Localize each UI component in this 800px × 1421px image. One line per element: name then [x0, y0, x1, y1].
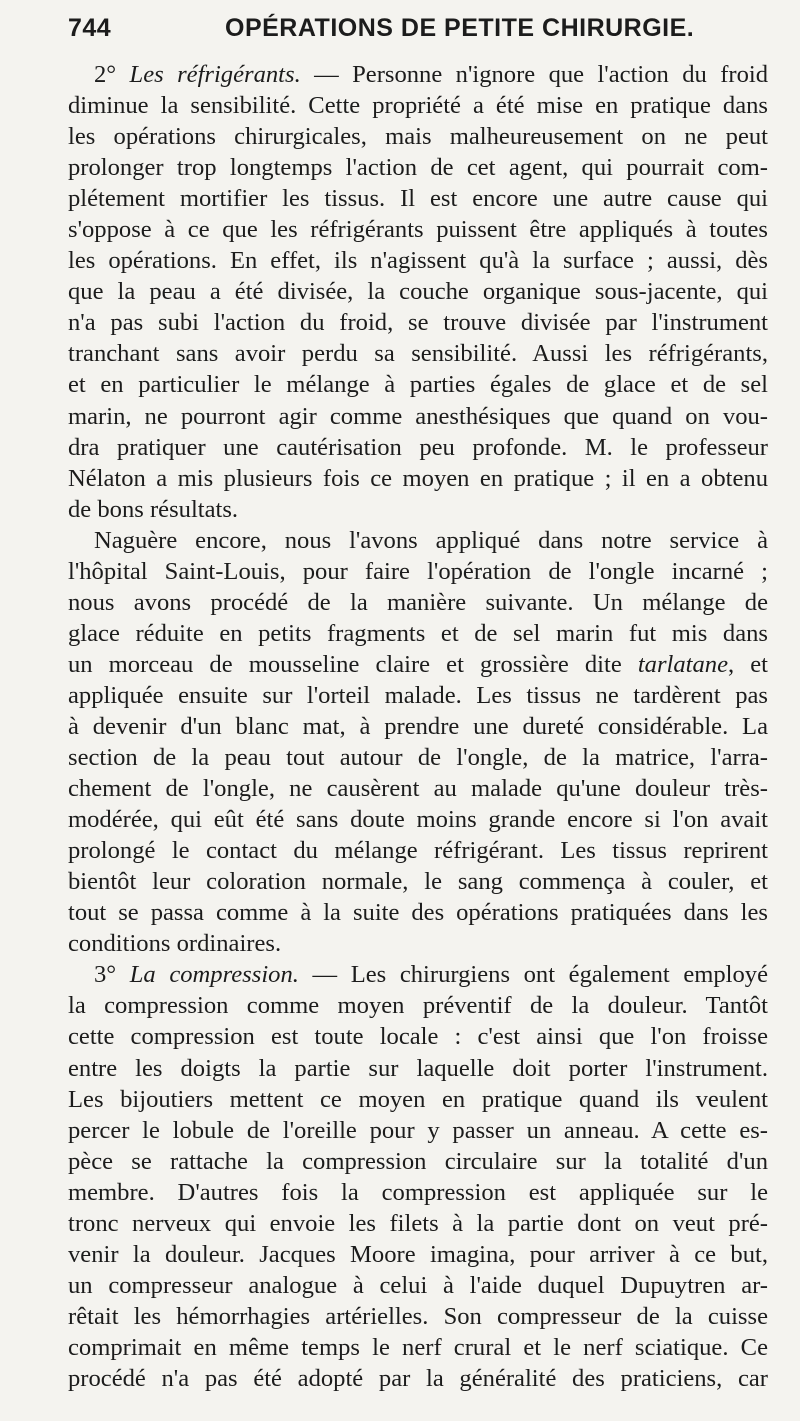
text-line: diminue la sensibilité. Cette propriété a été mise en pratique dans [68, 92, 768, 120]
text-line: procédé n'a pas été adopté par la généralité des praticiens, car [68, 1364, 768, 1392]
text-line: marin, ne pourront agir comme anesthésiques que quand on vou- [68, 402, 768, 430]
text-line: pèce se rattache la compression circulaire sur la totalité d'un [68, 1147, 768, 1175]
text-line: conditions ordinaires. [68, 930, 282, 958]
body-text [68, 59, 768, 1394]
text-line: les opérations. En effet, ils n'agissent qu'à la surface ; aussi, dès [68, 247, 768, 275]
text-line: la compression comme moyen préventif de la douleur. Tantôt [68, 992, 768, 1020]
text-line: prolongé le contact du mélange réfrigérant. Les tissus reprirent [68, 837, 768, 865]
text-line: et en particulier le mélange à parties égales de glace et de sel [68, 371, 768, 399]
text-line: Nélaton a mis plusieurs fois ce moyen en pratique ; il en a obtenu [68, 464, 768, 492]
italic-term: La compression. [129, 961, 299, 989]
text-line: plétement mortifier les tissus. Il est encore une autre cause qui [68, 185, 768, 213]
text-line: à devenir d'un blanc mat, à prendre une dureté considérable. La [68, 712, 768, 740]
text-line: de bons résultats. [68, 495, 239, 523]
text-line: venir la douleur. Jacques Moore imagina, pour arriver à ce but, [68, 1240, 768, 1268]
text-line: un morceau de mousseline claire et grossière dite tarlatane, et [68, 650, 768, 678]
text-line: prolonger trop longtemps l'action de cet agent, qui pourrait com- [68, 154, 768, 182]
text-line: bientôt leur coloration normale, le sang commença à couler, et [68, 868, 768, 896]
text-line: modérée, qui eût été sans doute moins grande encore si l'on avait [68, 806, 768, 834]
text-line: comprimait en même temps le nerf crural et le nerf sciatique. Ce [68, 1333, 768, 1361]
italic-term: Les réfrigérants. [129, 61, 301, 88]
text-line: un compresseur analogue à celui à l'aide duquel Dupuytren ar- [68, 1271, 768, 1299]
text-line: n'a pas subi l'action du froid, se trouve divisée par l'instrument [68, 309, 768, 337]
page-number: 744 [68, 14, 112, 42]
text-line: 3° La compression. — Les chirurgiens ont également employé [94, 961, 768, 989]
text-line: tout se passa comme à la suite des opérations pratiquées dans les [68, 899, 768, 927]
text-line: l'hôpital Saint-Louis, pour faire l'opération de l'ongle incarné ; [68, 557, 768, 585]
text-line: 2° Les réfrigérants. — Personne n'ignore que l'action du froid [94, 61, 768, 88]
text-line: membre. D'autres fois la compression est appliquée sur le [68, 1178, 768, 1206]
text-line: tranchant sans avoir perdu sa sensibilité. Aussi les réfrigérants, [68, 340, 768, 368]
running-head [68, 14, 768, 48]
text-line: les opérations chirurgicales, mais malheureusement on ne peut [68, 123, 768, 151]
text-line: tronc nerveux qui envoie les filets à la partie dont on veut pré- [68, 1209, 768, 1237]
text-line: entre les doigts la partie sur laquelle doit porter l'instrument. [68, 1054, 768, 1082]
text-line: dra pratiquer une cautérisation peu profonde. M. le professeur [68, 433, 768, 461]
text-line: Naguère encore, nous l'avons appliqué dans notre service à [94, 526, 768, 554]
text-line: percer le lobule de l'oreille pour y passer un anneau. A cette es- [68, 1116, 768, 1144]
text-line: s'oppose à ce que les réfrigérants puissent être appliqués à toutes [68, 216, 768, 244]
text-line: que la peau a été divisée, la couche organique sous-jacente, qui [68, 278, 768, 306]
text-line: rêtait les hémorrhagies artérielles. Son compresseur de la cuisse [68, 1302, 768, 1330]
text-line: cette compression est toute locale : c'est ainsi que l'on froisse [68, 1023, 768, 1051]
text-line: section de la peau tout autour de l'ongle, de la matrice, l'arra- [68, 744, 768, 772]
text-line: Les bijoutiers mettent ce moyen en pratique quand ils veulent [68, 1085, 768, 1113]
page-heading: OPÉRATIONS DE PETITE CHIRURGIE. [225, 14, 695, 42]
text-line: chement de l'ongle, ne causèrent au malade qu'une douleur très- [68, 775, 768, 803]
text-line: appliquée ensuite sur l'orteil malade. Les tissus ne tardèrent pas [68, 681, 768, 709]
text-line: glace réduite en petits fragments et de sel marin fut mis dans [68, 619, 768, 647]
text-line: nous avons procédé de la manière suivante. Un mélange de [68, 588, 768, 616]
italic-term: tarlatane [637, 650, 729, 678]
